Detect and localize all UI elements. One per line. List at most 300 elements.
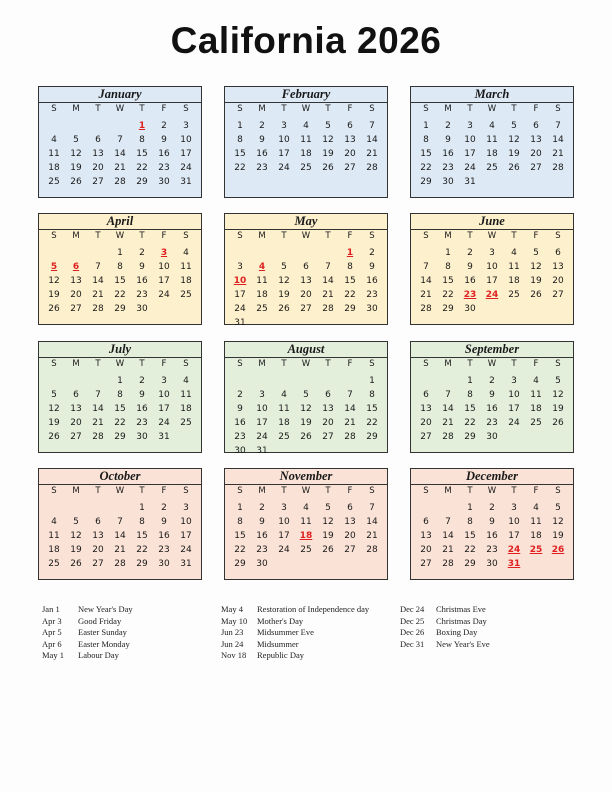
- day-number: 18: [300, 149, 312, 159]
- day-number: 11: [278, 404, 290, 414]
- day-number: 2: [139, 248, 145, 258]
- month-september: [410, 341, 574, 453]
- day-cell: [525, 374, 547, 388]
- day-cell: [525, 501, 547, 515]
- weekday-header: F: [533, 486, 539, 496]
- day-cell: [153, 260, 175, 274]
- weekday-header: S: [237, 104, 243, 114]
- day-number: 6: [423, 390, 429, 400]
- day-number: 1: [139, 503, 145, 513]
- day-cell: [361, 543, 383, 557]
- day-cell: [153, 119, 175, 133]
- day-cell: [295, 529, 317, 543]
- day-number: 7: [95, 390, 101, 400]
- day-cell: [153, 274, 175, 288]
- day-number: 1: [237, 121, 243, 131]
- day-cell: [65, 133, 87, 147]
- day-cell: [415, 161, 437, 175]
- day-cell: [273, 515, 295, 529]
- day-number: 6: [347, 503, 353, 513]
- month-name: February: [225, 87, 387, 103]
- day-number: 11: [300, 135, 312, 145]
- holiday-name: Midsummer: [257, 638, 299, 649]
- day-number: 11: [530, 390, 542, 400]
- day-cell: [317, 260, 339, 274]
- day-number: 24: [158, 418, 170, 428]
- holiday-day: 23: [463, 290, 477, 300]
- weekday-header: W: [301, 231, 311, 241]
- day-cell: [437, 543, 459, 557]
- day-cell: [273, 416, 295, 430]
- day-number: 13: [70, 276, 82, 286]
- day-cell: [87, 402, 109, 416]
- day-number: 8: [445, 262, 451, 272]
- day-number: 3: [183, 503, 189, 513]
- day-number: 10: [464, 135, 476, 145]
- day-number: 4: [489, 121, 495, 131]
- weekday-header: W: [301, 359, 311, 369]
- day-cell: [437, 147, 459, 161]
- holiday-day: 6: [72, 262, 80, 272]
- month-name: January: [39, 87, 201, 103]
- day-number: 8: [117, 262, 123, 272]
- day-number: 21: [322, 290, 334, 300]
- day-number: 17: [158, 404, 170, 414]
- day-cell: [175, 133, 197, 147]
- day-number: 2: [139, 376, 145, 386]
- holiday-entry: [42, 627, 133, 639]
- day-cell: [361, 260, 383, 274]
- day-cell: [229, 288, 251, 302]
- day-number: 16: [158, 149, 170, 159]
- day-cell: [339, 416, 361, 430]
- day-cell: [547, 529, 569, 543]
- day-number: 18: [48, 545, 60, 555]
- day-cell: [547, 147, 569, 161]
- weekday-header: T: [467, 486, 473, 496]
- day-cell: [229, 529, 251, 543]
- day-cell: [65, 147, 87, 161]
- day-cell: [317, 161, 339, 175]
- day-number: 11: [180, 262, 192, 272]
- day-number: 20: [530, 149, 542, 159]
- day-number: 31: [256, 446, 268, 456]
- day-number: 4: [183, 376, 189, 386]
- day-number: 23: [256, 545, 268, 555]
- day-number: 8: [369, 390, 375, 400]
- day-cell: [525, 416, 547, 430]
- day-number: 3: [489, 248, 495, 258]
- day-number: 22: [114, 418, 126, 428]
- day-number: 8: [423, 135, 429, 145]
- day-cell: [525, 119, 547, 133]
- weekday-header: M: [258, 231, 266, 241]
- day-number: 22: [136, 545, 148, 555]
- day-cell: [131, 288, 153, 302]
- day-number: 12: [322, 517, 334, 527]
- day-grid: [39, 358, 201, 444]
- day-cell: [503, 374, 525, 388]
- day-number: 5: [73, 135, 79, 145]
- day-cell: [525, 274, 547, 288]
- day-number: 6: [95, 517, 101, 527]
- weekday-header: S: [183, 359, 189, 369]
- day-number: 25: [300, 545, 312, 555]
- day-cell: [459, 147, 481, 161]
- day-number: 26: [322, 545, 334, 555]
- day-cell: [317, 501, 339, 515]
- day-cell: [481, 260, 503, 274]
- day-cell: [87, 133, 109, 147]
- day-number: 20: [92, 545, 104, 555]
- day-cell: [175, 388, 197, 402]
- day-cell: [503, 557, 525, 571]
- day-cell: [481, 557, 503, 571]
- day-cell: [503, 288, 525, 302]
- day-cell: [317, 133, 339, 147]
- day-cell: [503, 416, 525, 430]
- day-number: 8: [467, 517, 473, 527]
- day-number: 15: [464, 404, 476, 414]
- day-number: 25: [180, 418, 192, 428]
- day-number: 5: [73, 517, 79, 527]
- day-cell: [153, 161, 175, 175]
- day-cell: [43, 388, 65, 402]
- day-cell: [547, 288, 569, 302]
- day-cell: [459, 260, 481, 274]
- day-number: 19: [70, 163, 82, 173]
- day-number: 8: [139, 517, 145, 527]
- weekday-header: S: [183, 104, 189, 114]
- month-august: [224, 341, 388, 456]
- weekday-header: S: [555, 359, 561, 369]
- day-number: 9: [139, 390, 145, 400]
- day-cell: [361, 374, 383, 388]
- day-cell: [43, 416, 65, 430]
- day-number: 7: [369, 121, 375, 131]
- day-number: 16: [136, 404, 148, 414]
- day-cell: [175, 274, 197, 288]
- holiday-day: 1: [138, 121, 146, 131]
- day-number: 15: [136, 531, 148, 541]
- day-cell: [415, 430, 437, 444]
- day-number: 23: [256, 163, 268, 173]
- day-number: 28: [114, 177, 126, 187]
- day-cell: [295, 501, 317, 515]
- day-number: 4: [533, 503, 539, 513]
- day-cell: [229, 302, 251, 316]
- day-cell: [339, 260, 361, 274]
- month-name: September: [411, 342, 573, 358]
- day-cell: [109, 161, 131, 175]
- weekday-header: T: [95, 359, 101, 369]
- weekday-header: S: [183, 231, 189, 241]
- day-number: 31: [234, 318, 246, 328]
- day-cell: [481, 147, 503, 161]
- day-cell: [109, 543, 131, 557]
- day-number: 15: [234, 149, 246, 159]
- day-cell: [503, 274, 525, 288]
- holiday-date: Jun 23: [221, 627, 244, 637]
- weekday-header: W: [487, 231, 497, 241]
- day-number: 9: [369, 262, 375, 272]
- day-cell: [415, 302, 437, 316]
- day-cell: [273, 529, 295, 543]
- day-cell: [251, 274, 273, 288]
- day-cell: [109, 175, 131, 189]
- weekday-header: W: [487, 359, 497, 369]
- weekday-header: T: [139, 359, 145, 369]
- day-number: 19: [278, 290, 290, 300]
- day-cell: [87, 388, 109, 402]
- day-number: 15: [344, 276, 356, 286]
- day-number: 13: [70, 404, 82, 414]
- day-cell: [43, 161, 65, 175]
- day-cell: [547, 543, 569, 557]
- day-cell: [153, 402, 175, 416]
- day-cell: [65, 288, 87, 302]
- day-number: 30: [256, 559, 268, 569]
- day-cell: [481, 430, 503, 444]
- day-cell: [229, 274, 251, 288]
- day-cell: [109, 515, 131, 529]
- day-cell: [87, 557, 109, 571]
- day-cell: [525, 543, 547, 557]
- day-cell: [131, 175, 153, 189]
- holiday-entry: [42, 639, 133, 651]
- day-grid: [411, 230, 573, 316]
- day-number: 30: [136, 432, 148, 442]
- day-number: 29: [344, 304, 356, 314]
- day-cell: [153, 288, 175, 302]
- empty-cell: [273, 374, 295, 388]
- weekday-header: S: [51, 486, 57, 496]
- day-number: 22: [442, 290, 454, 300]
- day-cell: [131, 515, 153, 529]
- day-cell: [361, 529, 383, 543]
- day-number: 12: [552, 390, 564, 400]
- day-number: 26: [508, 163, 520, 173]
- holiday-entry: [400, 627, 490, 639]
- day-cell: [43, 133, 65, 147]
- day-cell: [339, 119, 361, 133]
- empty-cell: [437, 374, 459, 388]
- day-number: 22: [344, 290, 356, 300]
- day-cell: [415, 557, 437, 571]
- holiday-day: 3: [160, 248, 168, 258]
- day-number: 17: [180, 149, 192, 159]
- holiday-name: Good Friday: [78, 615, 122, 626]
- day-number: 27: [530, 163, 542, 173]
- day-number: 25: [256, 304, 268, 314]
- day-cell: [317, 388, 339, 402]
- day-number: 3: [161, 376, 167, 386]
- month-april: [38, 213, 202, 325]
- day-number: 21: [420, 290, 432, 300]
- day-number: 21: [92, 418, 104, 428]
- day-cell: [273, 388, 295, 402]
- weekday-header: T: [511, 104, 517, 114]
- day-cell: [525, 246, 547, 260]
- day-number: 20: [70, 290, 82, 300]
- day-number: 9: [259, 517, 265, 527]
- day-cell: [229, 430, 251, 444]
- day-cell: [503, 543, 525, 557]
- day-number: 1: [369, 376, 375, 386]
- weekday-header: T: [325, 231, 331, 241]
- day-number: 20: [322, 418, 334, 428]
- day-cell: [415, 529, 437, 543]
- day-number: 25: [486, 163, 498, 173]
- day-number: 8: [237, 135, 243, 145]
- day-grid: [225, 358, 387, 458]
- day-number: 21: [92, 290, 104, 300]
- day-number: 4: [51, 135, 57, 145]
- day-cell: [87, 161, 109, 175]
- weekday-header: S: [555, 104, 561, 114]
- holiday-date: May 1: [42, 650, 64, 660]
- day-cell: [251, 557, 273, 571]
- holiday-entry: [221, 604, 369, 616]
- weekday-header: M: [444, 231, 452, 241]
- day-number: 17: [486, 276, 498, 286]
- day-cell: [459, 543, 481, 557]
- day-cell: [251, 543, 273, 557]
- day-number: 23: [234, 432, 246, 442]
- day-cell: [153, 501, 175, 515]
- day-number: 4: [533, 376, 539, 386]
- day-cell: [273, 302, 295, 316]
- day-cell: [503, 119, 525, 133]
- day-number: 18: [508, 276, 520, 286]
- day-cell: [153, 416, 175, 430]
- day-cell: [131, 416, 153, 430]
- day-number: 2: [369, 248, 375, 258]
- day-cell: [295, 119, 317, 133]
- day-number: 21: [366, 531, 378, 541]
- month-january: [38, 86, 202, 198]
- day-cell: [481, 402, 503, 416]
- day-cell: [109, 302, 131, 316]
- day-number: 22: [234, 163, 246, 173]
- page-title: California 2026: [170, 20, 442, 61]
- day-cell: [503, 161, 525, 175]
- day-number: 22: [114, 290, 126, 300]
- day-number: 31: [180, 559, 192, 569]
- day-number: 1: [467, 376, 473, 386]
- day-cell: [317, 119, 339, 133]
- day-cell: [43, 515, 65, 529]
- day-number: 26: [70, 177, 82, 187]
- day-number: 4: [183, 248, 189, 258]
- empty-cell: [295, 246, 317, 260]
- day-cell: [437, 246, 459, 260]
- day-number: 8: [139, 135, 145, 145]
- day-cell: [503, 147, 525, 161]
- holiday-day: 24: [485, 290, 499, 300]
- day-cell: [65, 543, 87, 557]
- weekday-header: S: [369, 104, 375, 114]
- day-number: 2: [161, 503, 167, 513]
- weekday-header: M: [444, 486, 452, 496]
- weekday-header: M: [258, 486, 266, 496]
- day-number: 11: [48, 531, 60, 541]
- day-cell: [415, 274, 437, 288]
- day-cell: [317, 543, 339, 557]
- day-number: 14: [420, 276, 432, 286]
- day-number: 13: [530, 135, 542, 145]
- day-number: 29: [420, 177, 432, 187]
- day-cell: [547, 274, 569, 288]
- day-number: 5: [555, 503, 561, 513]
- day-number: 17: [234, 290, 246, 300]
- day-cell: [131, 374, 153, 388]
- day-number: 19: [300, 418, 312, 428]
- day-cell: [175, 402, 197, 416]
- day-number: 15: [114, 276, 126, 286]
- holiday-name: Mother's Day: [257, 615, 304, 626]
- day-number: 27: [70, 432, 82, 442]
- weekday-header: F: [161, 231, 167, 241]
- day-cell: [361, 430, 383, 444]
- day-cell: [295, 133, 317, 147]
- day-number: 7: [325, 262, 331, 272]
- month-may: [224, 213, 388, 328]
- day-number: 19: [530, 276, 542, 286]
- day-number: 3: [467, 121, 473, 131]
- day-number: 16: [366, 276, 378, 286]
- day-cell: [251, 288, 273, 302]
- day-number: 13: [552, 262, 564, 272]
- day-number: 6: [533, 121, 539, 131]
- day-cell: [65, 557, 87, 571]
- day-number: 12: [70, 149, 82, 159]
- day-cell: [229, 147, 251, 161]
- day-number: 20: [300, 290, 312, 300]
- day-number: 4: [51, 517, 57, 527]
- day-cell: [43, 274, 65, 288]
- weekday-header: T: [95, 231, 101, 241]
- day-cell: [109, 147, 131, 161]
- empty-cell: [65, 501, 87, 515]
- day-number: 25: [180, 290, 192, 300]
- month-name: May: [225, 214, 387, 230]
- day-number: 9: [445, 135, 451, 145]
- weekday-header: T: [95, 104, 101, 114]
- day-cell: [229, 119, 251, 133]
- holiday-date: May 4: [221, 604, 243, 614]
- weekday-header: T: [467, 359, 473, 369]
- day-cell: [437, 529, 459, 543]
- weekday-header: S: [237, 486, 243, 496]
- weekday-header: S: [237, 231, 243, 241]
- day-cell: [361, 147, 383, 161]
- weekday-header: M: [72, 359, 80, 369]
- day-cell: [153, 374, 175, 388]
- weekday-header: T: [511, 486, 517, 496]
- day-number: 24: [234, 304, 246, 314]
- day-cell: [131, 501, 153, 515]
- day-cell: [65, 416, 87, 430]
- day-number: 26: [70, 559, 82, 569]
- day-cell: [339, 302, 361, 316]
- day-cell: [547, 416, 569, 430]
- day-number: 29: [464, 559, 476, 569]
- weekday-header: T: [281, 231, 287, 241]
- day-number: 17: [508, 404, 520, 414]
- day-number: 18: [256, 290, 268, 300]
- day-cell: [175, 374, 197, 388]
